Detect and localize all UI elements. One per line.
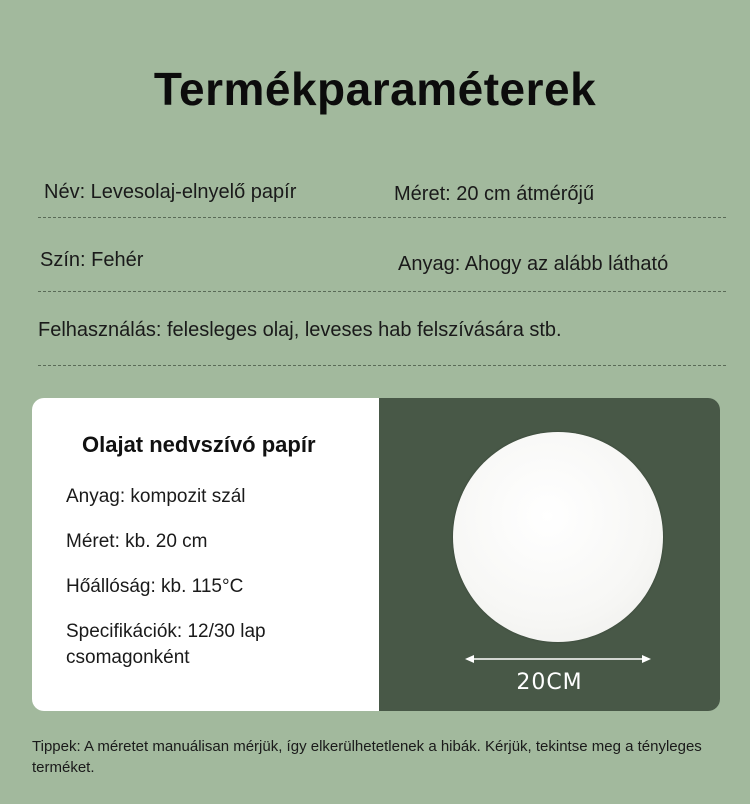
product-card — [32, 398, 720, 711]
product-size: Méret: kb. 20 cm — [66, 531, 208, 552]
page-title: Termékparaméterek — [153, 63, 597, 115]
spec-name: Név: Levesolaj-elnyelő papír — [44, 181, 297, 203]
paper-disc-image — [453, 432, 663, 642]
divider — [38, 365, 726, 366]
tips-note: Tippek: A méretet manuálisan mérjük, így elkerülhetetlenek a hibák. Kérjük, tekintse meg a tényleges terméket. — [32, 738, 702, 776]
size-label: 20CM — [516, 670, 583, 695]
spec-size: Méret: 20 cm átmérőjű — [394, 183, 595, 205]
product-card-title: Olajat nedvszívó papír — [82, 432, 316, 457]
spec-material: Anyag: Ahogy az alább látható — [398, 253, 669, 275]
product-specification: Specifikációk: 12/30 lap csomagonként — [66, 621, 266, 668]
product-heat-resistance: Hőállóság: kb. 115°C — [66, 576, 244, 597]
product-image-panel — [379, 398, 720, 711]
product-info-panel — [32, 398, 379, 711]
product-material: Anyag: kompozit szál — [66, 486, 246, 507]
spec-usage: Felhasználás: felesleges olaj, leveses hab felszívására stb. — [38, 319, 562, 341]
divider — [38, 291, 726, 292]
divider — [38, 217, 726, 218]
width-arrow-icon — [465, 652, 651, 666]
spec-color: Szín: Fehér — [40, 249, 144, 271]
